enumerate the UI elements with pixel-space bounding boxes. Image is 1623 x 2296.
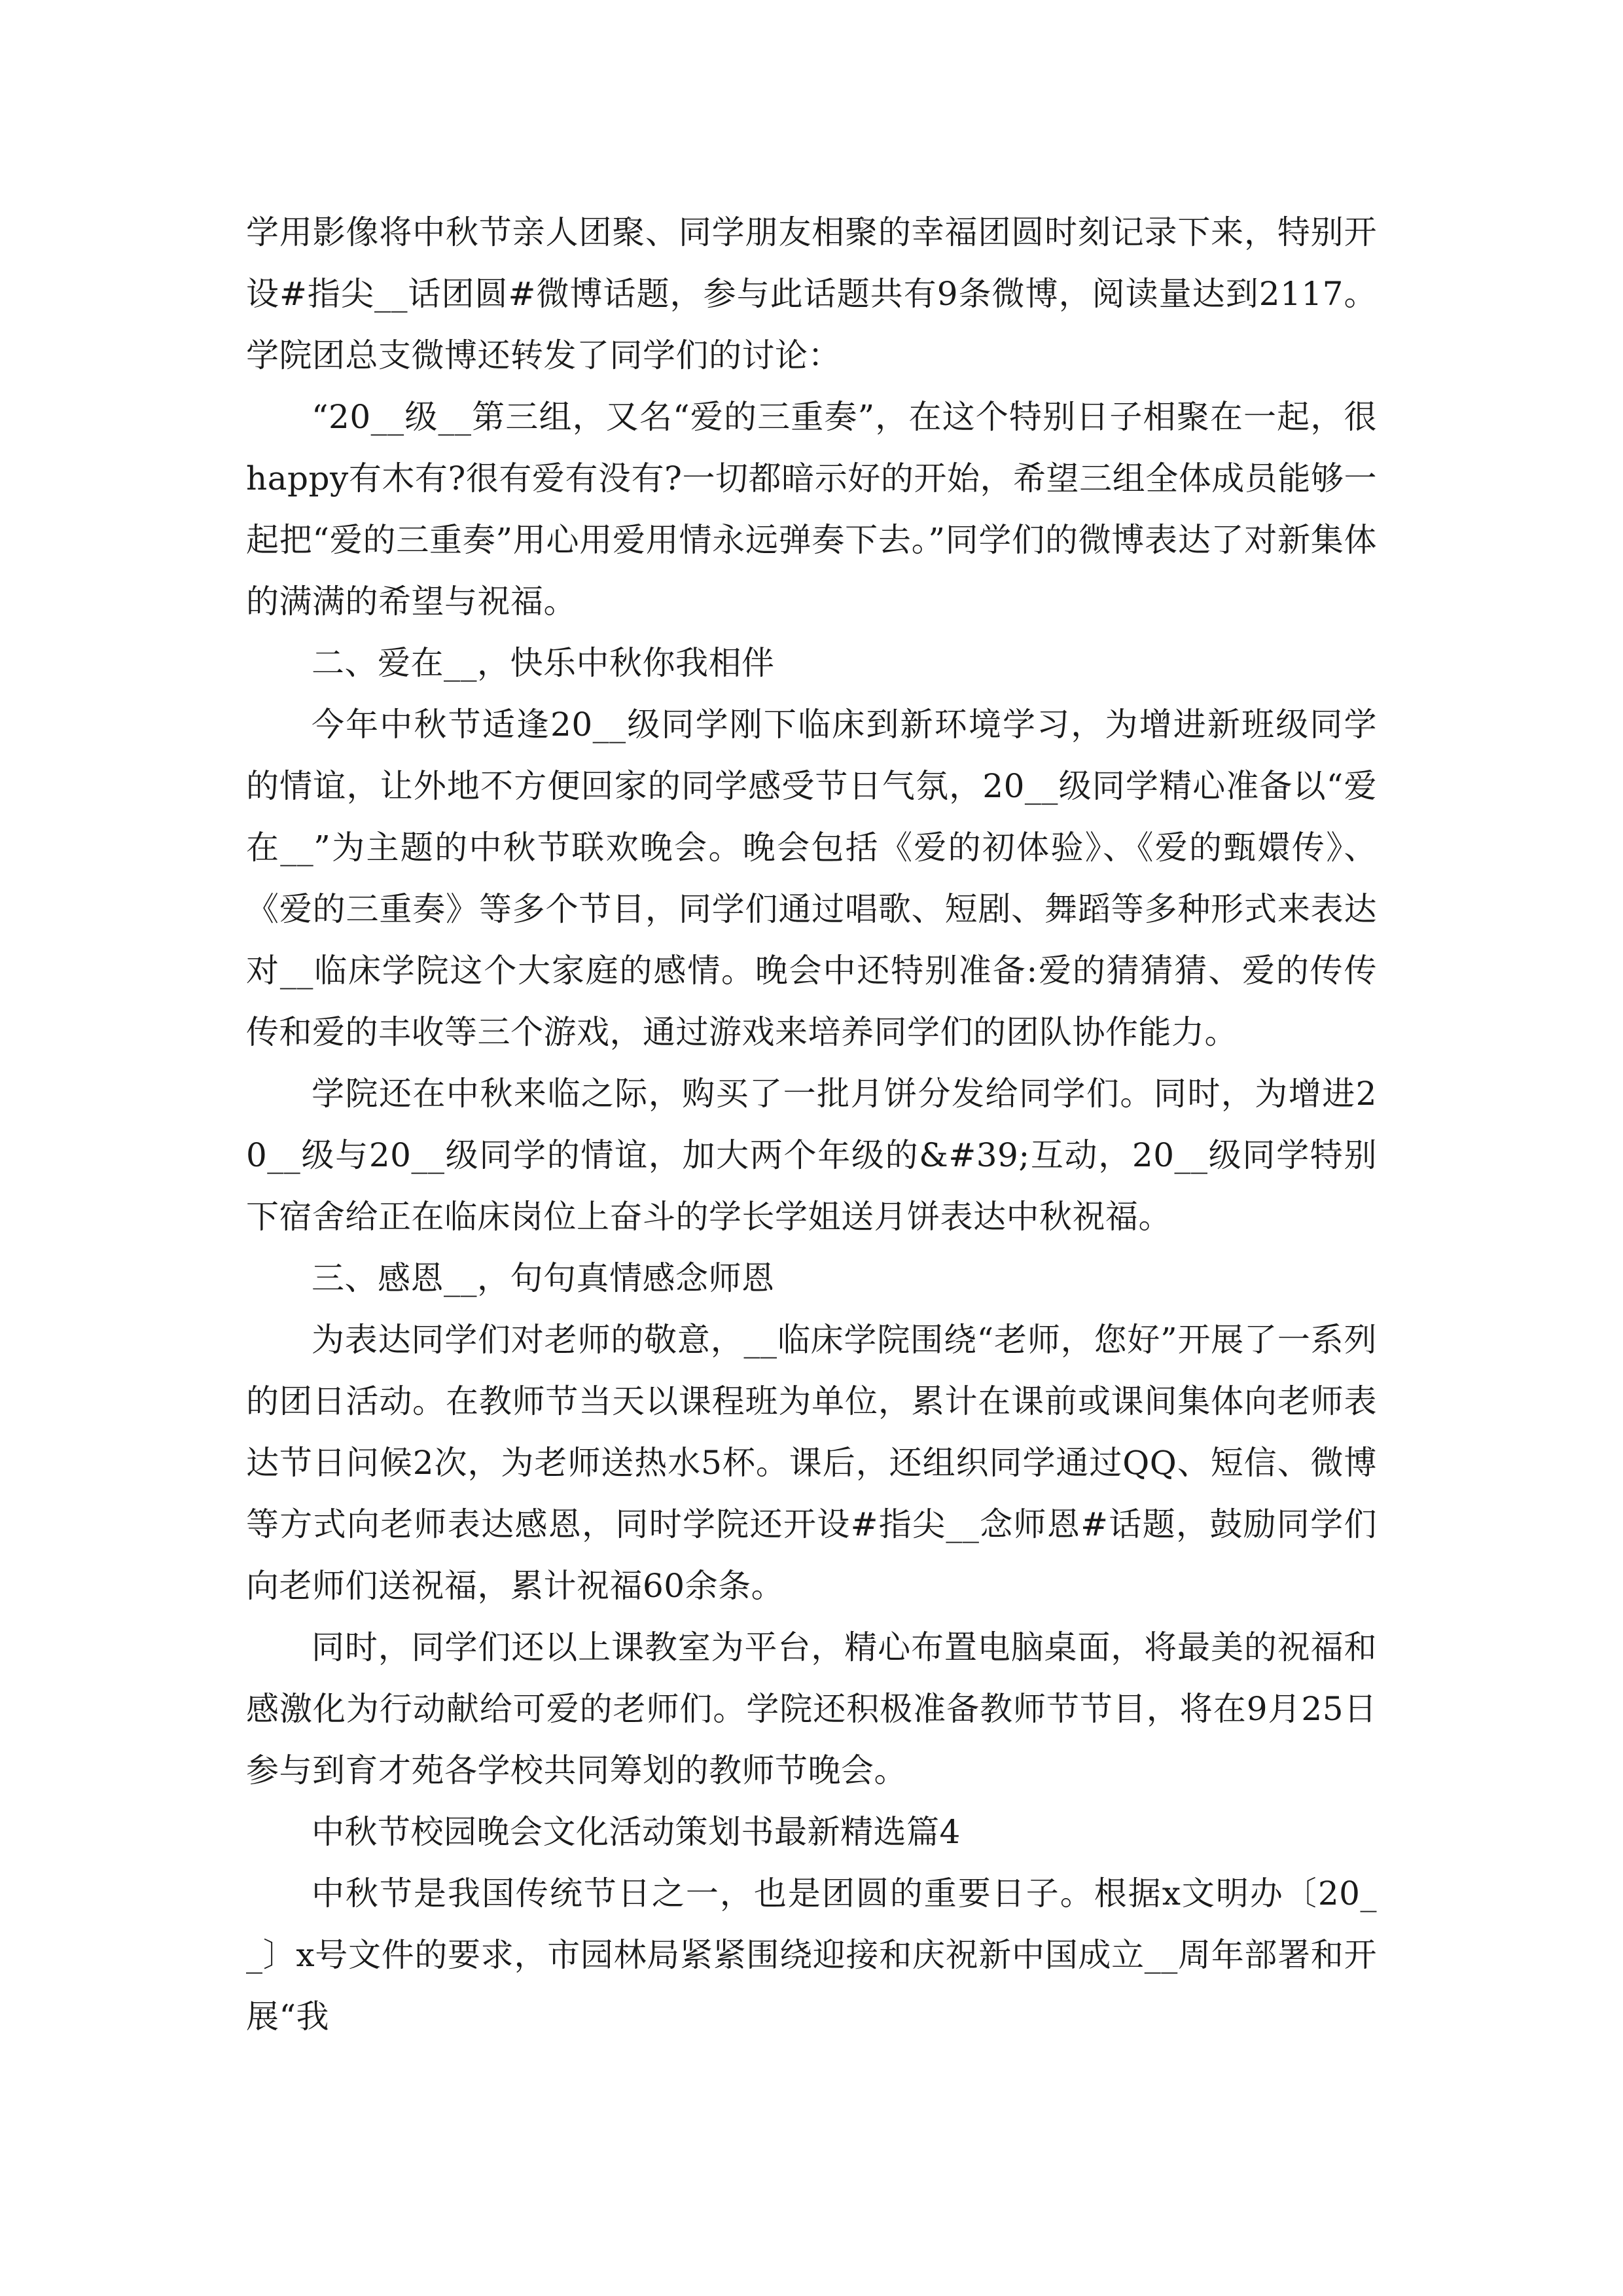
paragraph-mooncakes: 学院还在中秋来临之际，购买了一批月饼分发给同学们。同时，为增进20__级与20__级同学的情谊，加大两个年级的&#39;互动，20__级同学特别下宿舍给正在临床岗位上奋斗的学长学姐送月饼表达中秋祝福。: [246, 1075, 1377, 1236]
paragraph-festival-intro: 中秋节是我国传统节日之一，也是团圆的重要日子。根据x文明办〔20__〕x号文件的要求，市园林局紧紧围绕迎接和庆祝新中国成立__周年部署和开展“我: [246, 1874, 1377, 2036]
article-title-4: 中秋节校园晚会文化活动策划书最新精选篇4: [312, 1813, 961, 1851]
paragraph-continuation: 学用影像将中秋节亲人团聚、同学朋友相聚的幸福团圆时刻记录下来，特别开设#指尖__话团圆#微博话题，参与此话题共有9条微博，阅读量达到2117。学院团总支微博还转发了同学们的讨论：: [246, 213, 1377, 374]
paragraph-teachers-day: 为表达同学们对老师的敬意，__临床学院围绕“老师，您好”开展了一系列的团日活动。在教师节当天以课程班为单位，累计在课前或课间集体向老师表达节日问候2次，为老师送热水5杯。课后，还组织同学通过QQ、短信、微博等方式向老师表达感恩，同时学院还开设#指尖__念师恩#话题，鼓励同学们向老师们送祝福，累计祝福60余条。: [246, 1321, 1377, 1605]
paragraph-classroom: 同时，同学们还以上课教室为平台，精心布置电脑桌面，将最美的祝福和感激化为行动献给可爱的老师们。学院还积极准备教师节节目，将在9月25日参与到育才苑各学校共同筹划的教师节晚会。: [246, 1628, 1377, 1789]
document-body: [246, 202, 1377, 2047]
section-heading-2: 二、爱在__，快乐中秋你我相伴: [312, 644, 775, 682]
paragraph-gala: 今年中秋节适逢20__级同学刚下临床到新环境学习，为增进新班级同学的情谊，让外地不方便回家的同学感受节日气氛，20__级同学精心准备以“爱在__”为主题的中秋节联欢晚会。晚会包括《爱的初体验》、《爱的甄嬛传》、《爱的三重奏》等多个节目，同学们通过唱歌、短剧、舞蹈等多种形式来表达对__临床学院这个大家庭的感情。晚会中还特别准备:爱的猜猜猜、爱的传传传和爱的丰收等三个游戏，通过游戏来培养同学们的团队协作能力。: [246, 706, 1377, 1051]
paragraph-weibo-quote: “20__级__第三组，又名“爱的三重奏”，在这个特别日子相聚在一起，很happy有木有?很有爱有没有?一切都暗示好的开始，希望三组全体成员能够一起把“爱的三重奏”用心用爱用情永远弹奏下去。”同学们的微博表达了对新集体的满满的希望与祝福。: [246, 398, 1377, 620]
section-heading-3: 三、感恩__，句句真情感念师恩: [312, 1259, 775, 1297]
